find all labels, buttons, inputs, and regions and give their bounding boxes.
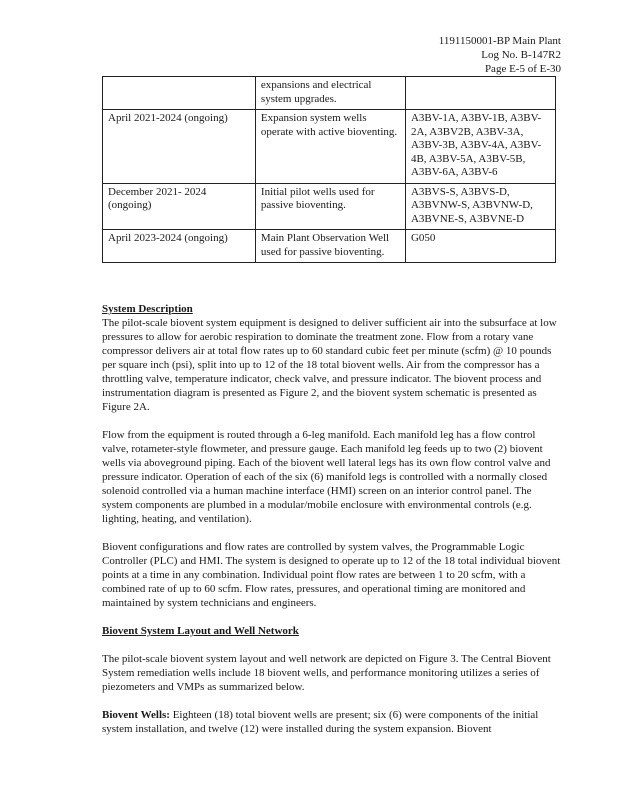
wells-cell: G050 bbox=[405, 230, 555, 263]
description-cell: Expansion system wells operate with active bioventing. bbox=[255, 110, 405, 184]
date-cell bbox=[103, 77, 256, 110]
table-row bbox=[103, 77, 556, 110]
table-row bbox=[103, 110, 556, 184]
date-cell: April 2021-2024 (ongoing) bbox=[103, 110, 256, 184]
wells-cell: A3BV-1A, A3BV-1B, A3BV-2A, A3BV2B, A3BV-3A, A3BV-3B, A3BV-4A, A3BV-4B, A3BV-5A, A3BV-5B, A3BV-6A, A3BV-6 bbox=[405, 110, 555, 184]
system-description-paragraph-3: Biovent configurations and flow rates are controlled by system valves, the Programmable Logic Controller (PLC) and HMI. The system is designed to operate up to 12 of the 18 total individual biovent points at a time in any combination. Individual point flow rates are between 1 to 20 scfm, with a combined rate of up to 60 scfm. Flow rates, pressures, and operational timing are monitored and maintained by system technicians and engineers. bbox=[102, 541, 561, 609]
date-cell: December 2021- 2024 (ongoing) bbox=[103, 183, 256, 230]
date-cell: April 2023-2024 (ongoing) bbox=[103, 230, 256, 263]
description-cell: Main Plant Observation Well used for passive bioventing. bbox=[255, 230, 405, 263]
bioventing-wells-table bbox=[102, 76, 556, 263]
page-number: Page E-5 of E-30 bbox=[484, 63, 561, 75]
page-header bbox=[439, 34, 561, 76]
layout-section-paragraph: The pilot-scale biovent system layout and well network are depicted on Figure 3. The Central Biovent System remediation wells include 18 biovent wells, and performance monitoring utilizes a series of piezometers and VMPs as summarized below. bbox=[102, 653, 551, 693]
document-body bbox=[102, 302, 562, 750]
biovent-wells-text: Eighteen (18) total biovent wells are present; six (6) were components of the initial system installation, and twelve (12) were installed during the system expansion. Biovent bbox=[102, 709, 539, 735]
table-row bbox=[103, 230, 556, 263]
wells-cell: A3BVS-S, A3BVS-D, A3BVNW-S, A3BVNW-D, A3BVNE-S, A3BVNE-D bbox=[405, 183, 555, 230]
table-row bbox=[103, 183, 556, 230]
system-description-paragraph-2: Flow from the equipment is routed through a 6-leg manifold. Each manifold leg has a flow control valve, rotameter-style flowmeter, and pressure gauge. Each manifold leg feeds up to two (2) biovent wells via aboveground piping. Each of the biovent well lateral legs has its own flow control valve and pressure indicator. Operation of each of the six (6) manifold legs is controlled with a normally closed solenoid controlled via a human machine interface (HMI) screen on an interior control panel. The system components are plumbed in a modular/mobile enclosure with environmental controls (e.g. lighting, heating, and ventilation). bbox=[102, 429, 551, 525]
layout-section-heading: Biovent System Layout and Well Network bbox=[102, 625, 299, 637]
biovent-wells-label: Biovent Wells: bbox=[102, 709, 170, 721]
system-description-paragraph-1: The pilot-scale biovent system equipment is designed to deliver sufficient air into the subsurface at low pressures to allow for aerobic respiration to dominate the treatment zone. Flow from a rotary vane compressor delivers air at total flow rates up to 60 standard cubic feet per minute (scfm) @ 10 pounds per square inch (psi), split into up to 12 of the 18 total biovent wells. Air from the compressor has a throttling valve, temperature indicator, check valve, and pressure indicator. The biovent process and instrumentation diagram is presented as Figure 2, and the biovent system schematic is presented as Figure 2A. bbox=[102, 317, 557, 413]
description-cell: expansions and electrical system upgrades. bbox=[255, 77, 405, 110]
log-number: Log No. B-147R2 bbox=[481, 49, 561, 61]
system-description-heading: System Description bbox=[102, 303, 193, 315]
wells-cell bbox=[405, 77, 555, 110]
description-cell: Initial pilot wells used for passive bioventing. bbox=[255, 183, 405, 230]
project-number: 1191150001-BP Main Plant bbox=[438, 35, 561, 47]
biovent-wells-paragraph bbox=[102, 708, 562, 736]
